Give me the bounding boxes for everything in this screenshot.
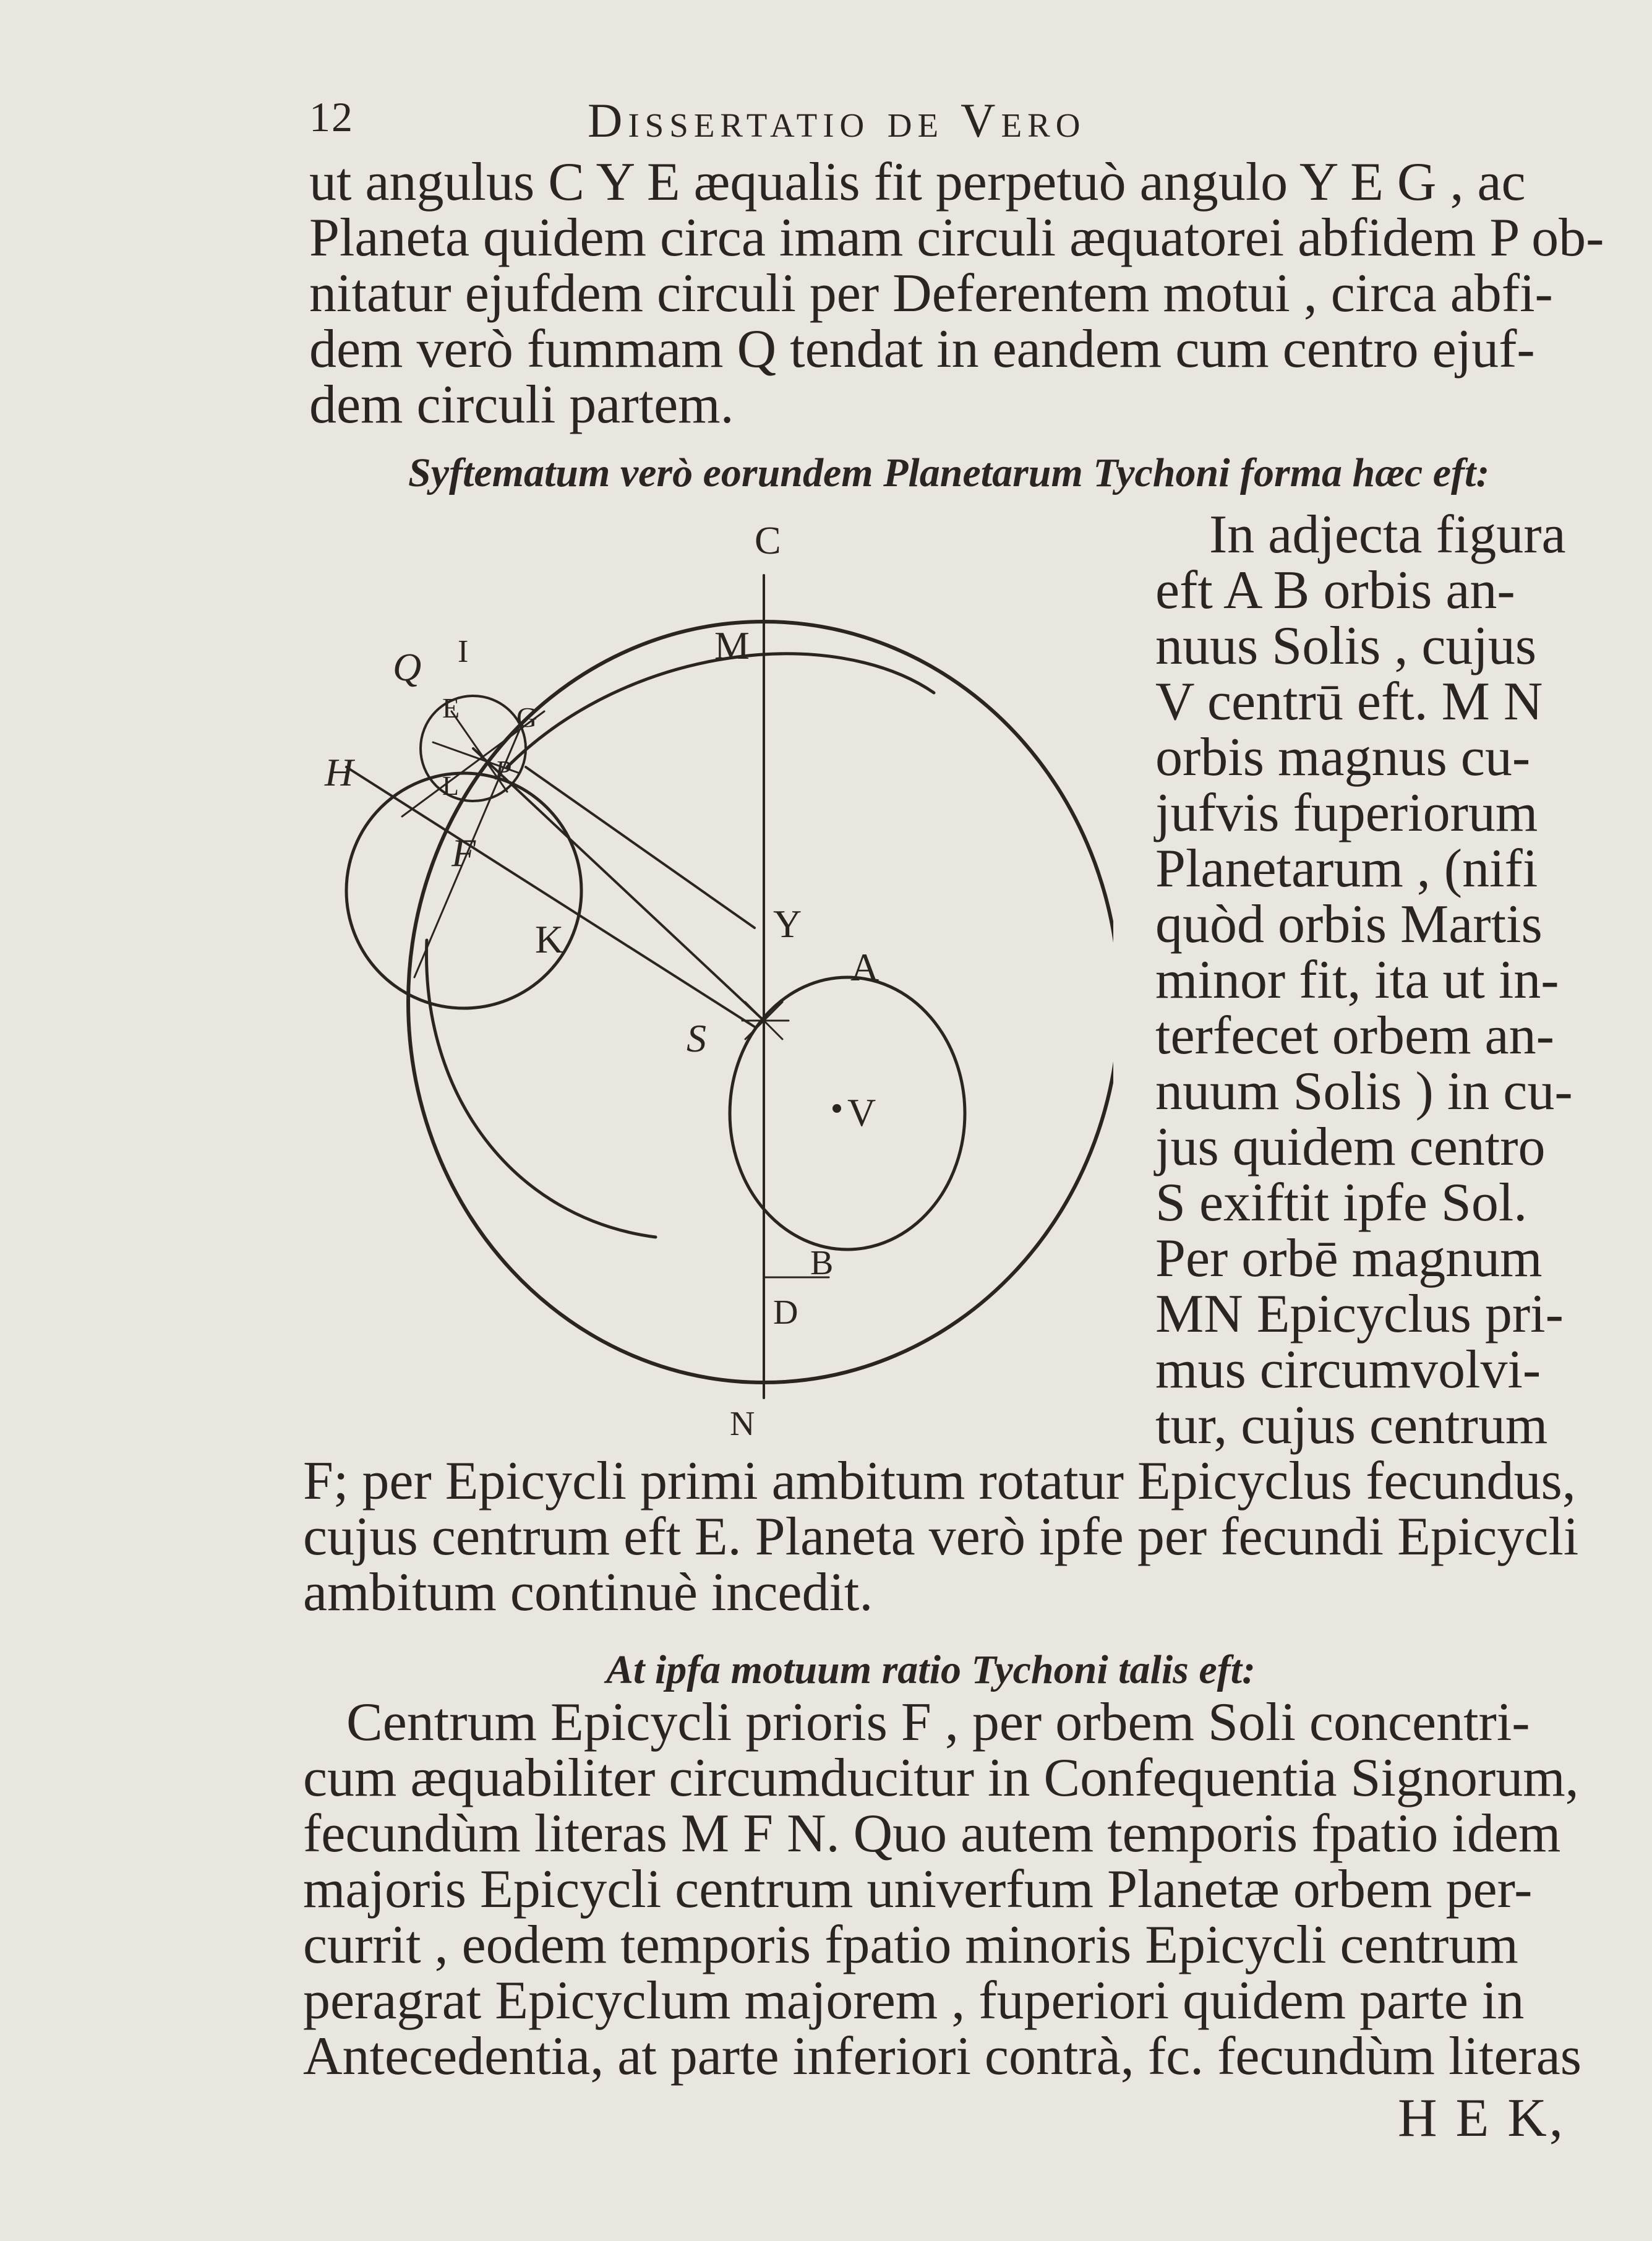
text-line: orbis magnus cu- [1155,727,1531,787]
text-line: nuus Solis , cujus [1155,616,1537,676]
text-line: quòd orbis Martis [1155,894,1543,954]
label-H: H [325,750,354,794]
label-I: I [458,634,469,669]
line-E-S [473,748,764,1021]
label-F: F [452,831,476,875]
orbis-magnus-outer [408,622,1113,1382]
text-line: In adjecta figura [1209,505,1566,565]
subheading-tycho-form: Syftematum verò eorundem Planetarum Tychoni forma hæc eft: [408,450,1490,495]
text-line: terfecet orbem an- [1155,1006,1554,1066]
text-line: majoris Epicycli centrum univerfum Planetæ orbem per- [303,1859,1533,1919]
text-line: jufvis fuperiorum [1155,783,1538,843]
label-A: A [850,945,879,989]
label-C: C [755,518,781,562]
text-line: Antecedentia, at parte inferiori contrà, fc. fecundùm literas [303,2026,1582,2086]
label-Q: Q [393,645,422,689]
sun-rays [742,996,789,1042]
text-line: eft A B orbis an- [1155,560,1515,620]
epicycle-primus [346,773,581,1008]
text-line: nitatur ejufdem circuli per Deferentem motui , circa abfi- [309,264,1553,324]
text-line: dem circuli partem. [309,375,734,435]
text-line: minor fit, ita ut in- [1155,950,1559,1010]
label-G: G [516,701,537,733]
text-line: mus circumvolvi- [1155,1340,1541,1400]
text-line: tur, cujus centrum [1155,1395,1548,1455]
text-line: peragrat Epicyclum majorem , fuperiori quidem parte in [303,1971,1525,2031]
catchword: H E K, [1398,2088,1565,2148]
text-line: Planetarum , (nifi [1155,839,1538,899]
orbis-inner-arc-lower [427,940,656,1237]
text-line: ambitum continuè incedit. [303,1562,873,1622]
label-V: V [847,1091,876,1134]
text-line: V centrū eft. M N [1155,672,1543,732]
text-line: MN Epicyclus pri- [1155,1284,1564,1344]
text-line: Per orbē magnum [1155,1228,1543,1288]
label-M: M [714,623,750,667]
label-B: B [810,1244,834,1282]
text-line: S exiftit ipfe Sol. [1155,1173,1528,1233]
label-S: S [687,1016,706,1060]
text-line: ut angulus C Y E æqualis fit perpetuò angulo Y E G , ac [309,152,1526,212]
label-N: N [730,1405,755,1443]
text-line: currit , eodem temporis fpatio minoris Epicycli centrum [303,1915,1518,1975]
tychonic-system-diagram [309,507,1113,1447]
orbis-inner-arc [507,654,934,767]
label-D: D [773,1293,798,1332]
text-line: jus quidem centro [1155,1117,1546,1177]
text-line: Centrum Epicycli prioris F , per orbem Soli concentri- [346,1692,1530,1752]
page-header [309,93,1546,148]
label-Y: Y [773,902,802,946]
text-line: Planeta quidem circa imam circuli æquatorei abfidem P ob- [309,208,1604,268]
label-K: K [535,917,564,961]
label-E: E [442,692,460,724]
page-number: 12 [309,93,354,140]
label-P: P [495,755,511,786]
text-line: cujus centrum eft E. Planeta verò ipfe per fecundi Epicycli [303,1507,1579,1567]
subheading-motuum-ratio: At ipfa motuum ratio Tychoni talis eft: [606,1647,1256,1692]
text-line: fecundùm literas M F N. Quo autem temporis fpatio idem [303,1804,1561,1864]
text-line: nuum Solis ) in cu- [1155,1061,1573,1121]
text-line: cum æquabiliter circumducitur in Confequentia Signorum, [303,1748,1579,1808]
label-L: L [442,771,459,801]
text-line: dem verò fummam Q tendat in eandem cum centro ejuf- [309,319,1535,379]
point-V [832,1104,841,1113]
running-head: Dissertatio de Vero [588,93,1086,147]
text-line: F; per Epicycli primi ambitum rotatur Epicyclus fecundus, [303,1451,1576,1511]
